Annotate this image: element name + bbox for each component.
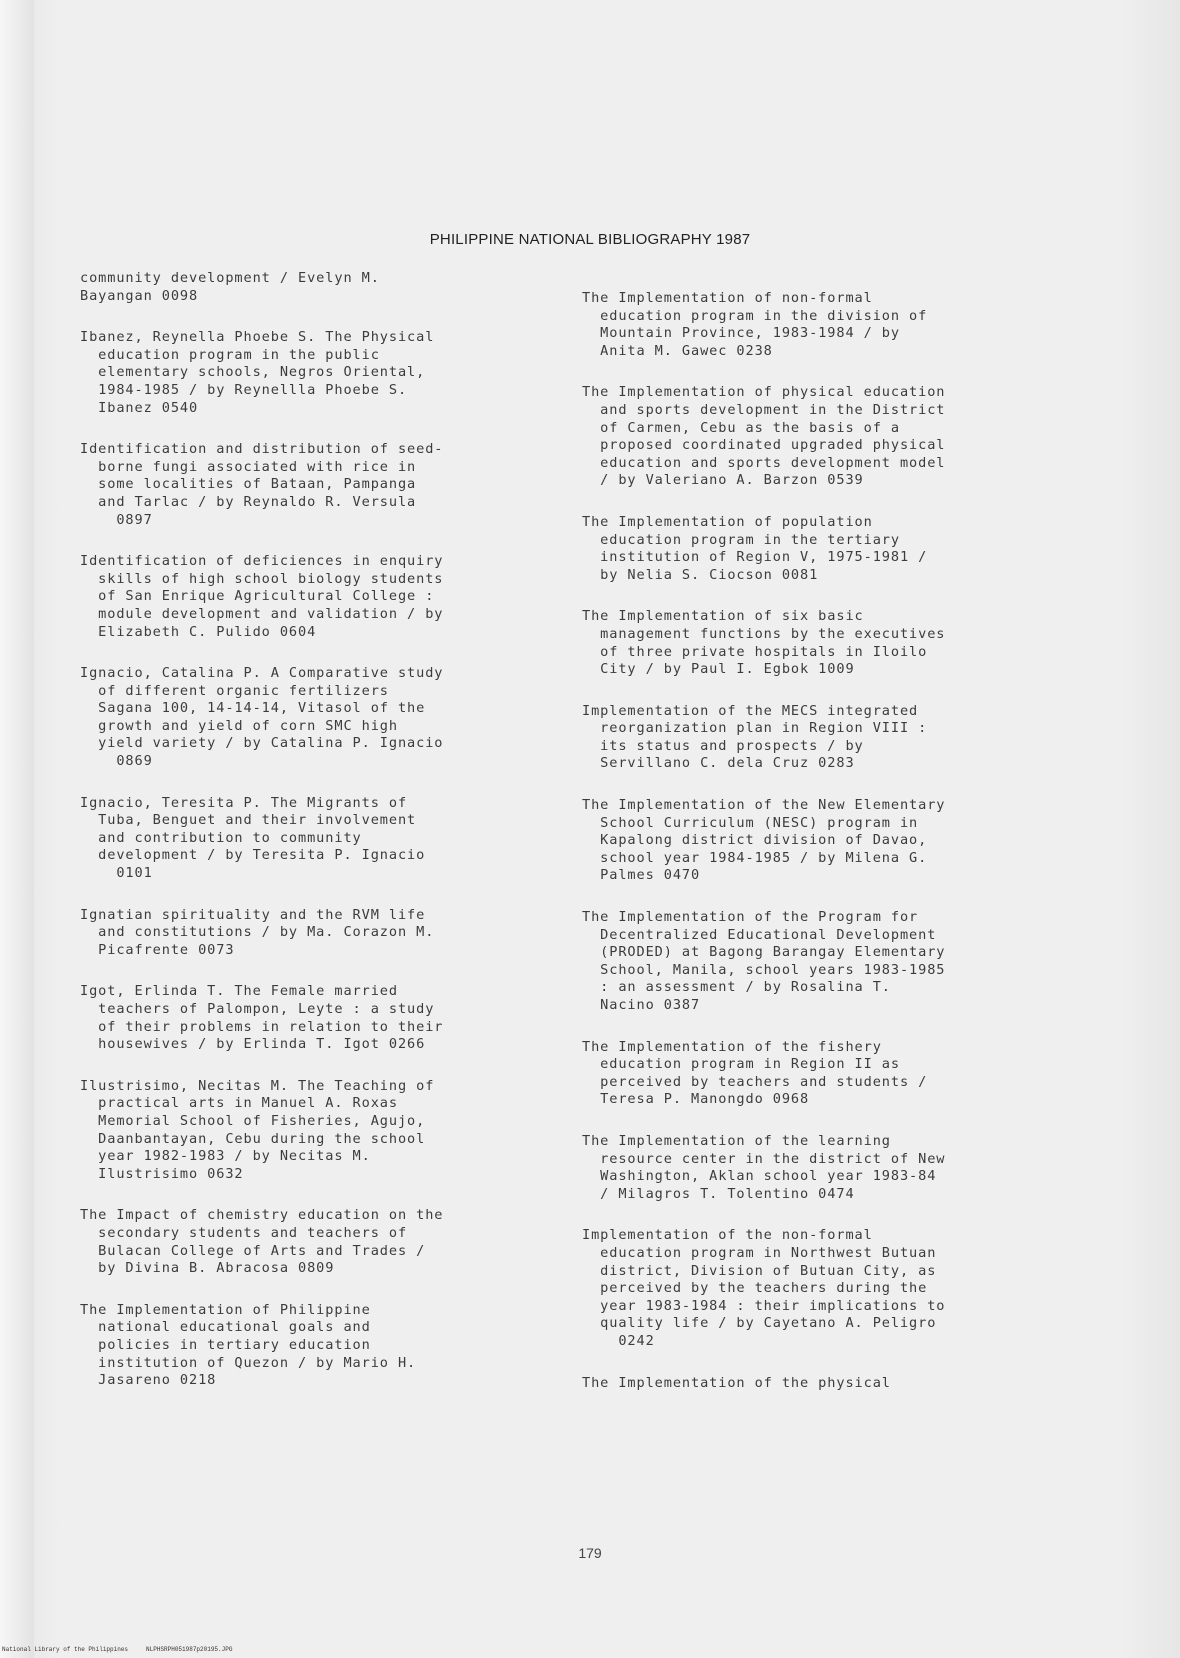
bibliography-entry: Igot, Erlinda T. The Female married teachers of Palompon, Leyte : a study of their problems in relation to their housewives / by Erlinda T. Igot 0266 [80,983,444,1053]
left-column [80,270,570,1390]
bibliography-entry: The Implementation of population education program in the tertiary institution of Region V, 1975-1981 / by Nelia S. Ciocson 0081 [582,513,928,583]
bibliography-entry: Identification of deficiences in enquiry skills of high school biology students of San Enrique Agricultural College : module development and validation / by Elizabeth C. Pulido 0604 [80,553,444,640]
bibliography-entry: The Implementation of the learning resource center in the district of New Washington, Aklan school year 1983-84 / Milagros T. Tolentino 0474 [582,1132,946,1202]
bibliography-entry: Ilustrisimo, Necitas M. The Teaching of practical arts in Manuel A. Roxas Memorial School of Fisheries, Agujo, Daanbantayan, Cebu during the school year 1982-1983 / by Necitas M. Ilustrisimo 0632 [80,1077,435,1182]
bibliography-entry: The Implementation of non-formal education program in the division of Mountain Province, 1983-1984 / by Anita M. Gawec 0238 [582,290,928,359]
page-header: PHILIPPINE NATIONAL BIBLIOGRAPHY 1987 [429,231,751,248]
scan-credit: National Library of the Philippines NLPHSRPH051987p20195.JPG [2,1646,233,1653]
bibliography-entry: The Implementation of Philippine national educational goals and policies in tertiary education institution of Quezon / by Mario H. Jasareno 0218 [80,1301,417,1389]
bibliography-entry: Ignacio, Catalina P. A Comparative study of different organic fertilizers Sagana 100, 14-14-14, Vitasol of the growth and yield of corn SMC high yield variety / by Catalina P. Ignacio 0869 [80,665,444,770]
bibliography-entry: The Impact of chemistry education on the secondary students and teachers of Bulacan College of Arts and Trades / by Divina B. Abracosa 0809 [80,1207,444,1277]
bibliography-entry: The Implementation of six basic management functions by the executives of three private hospitals in Iloilo City / by Paul I. Egbok 1009 [582,608,946,678]
bibliography-entry: community development / Evelyn M. Bayangan 0098 [80,270,380,304]
bibliography-entry: Ibanez, Reynella Phoebe S. The Physical education program in the public elementary schools, Negros Oriental, 1984-1985 / by Reynellla Phoebe S. Ibanez 0540 [80,329,435,416]
bibliography-entry: Identification and distribution of seed- borne fungi associated with rice in some localities of Bataan, Pampanga and Tarlac / by Reynaldo R. Versula 0897 [80,441,444,528]
bibliography-entry: Ignatian spirituality and the RVM life and constitutions / by Ma. Corazon M. Picafrente 0073 [80,906,435,958]
right-column [582,290,1072,1392]
bibliography-entry: The Implementation of the physical [582,1374,891,1391]
bibliography-entry: Ignacio, Teresita P. The Migrants of Tuba, Benguet and their involvement and contribution to community development / by Teresita P. Ignacio 0101 [80,794,426,882]
bibliography-entry: Implementation of the MECS integrated reorganization plan in Region VIII : its status and prospects / by Servillano C. dela Cruz 0283 [582,702,928,772]
bibliography-entry: The Implementation of the fishery education program in Region II as perceived by teachers and students / Teresa P. Manongdo 0968 [582,1038,928,1108]
bibliography-entry: The Implementation of physical education and sports development in the District of Carmen, Cebu as the basis of a proposed coordinated upgraded physical education and sports development model / by Valeriano A. Barzon 0539 [582,384,946,489]
bibliography-entry: Implementation of the non-formal education program in Northwest Butuan district, Division of Butuan City, as perceived by the teachers during the year 1983-1984 : their implications to quality life / by Cayetano A. Peligro 0242 [582,1227,946,1349]
bibliography-entry: The Implementation of the Program for Decentralized Educational Development (PRODED) at Bagong Barangay Elementary School, Manila, school years 1983-1985 : an assessment / by Rosalina T. Nacino 0387 [582,909,946,1013]
bibliography-entry: The Implementation of the New Elementary School Curriculum (NESC) program in Kapalong district division of Davao, school year 1984-1985 / by Milena G. Palmes 0470 [582,797,946,884]
page-number: 179 [578,1545,602,1561]
binding-edge [0,0,34,1658]
